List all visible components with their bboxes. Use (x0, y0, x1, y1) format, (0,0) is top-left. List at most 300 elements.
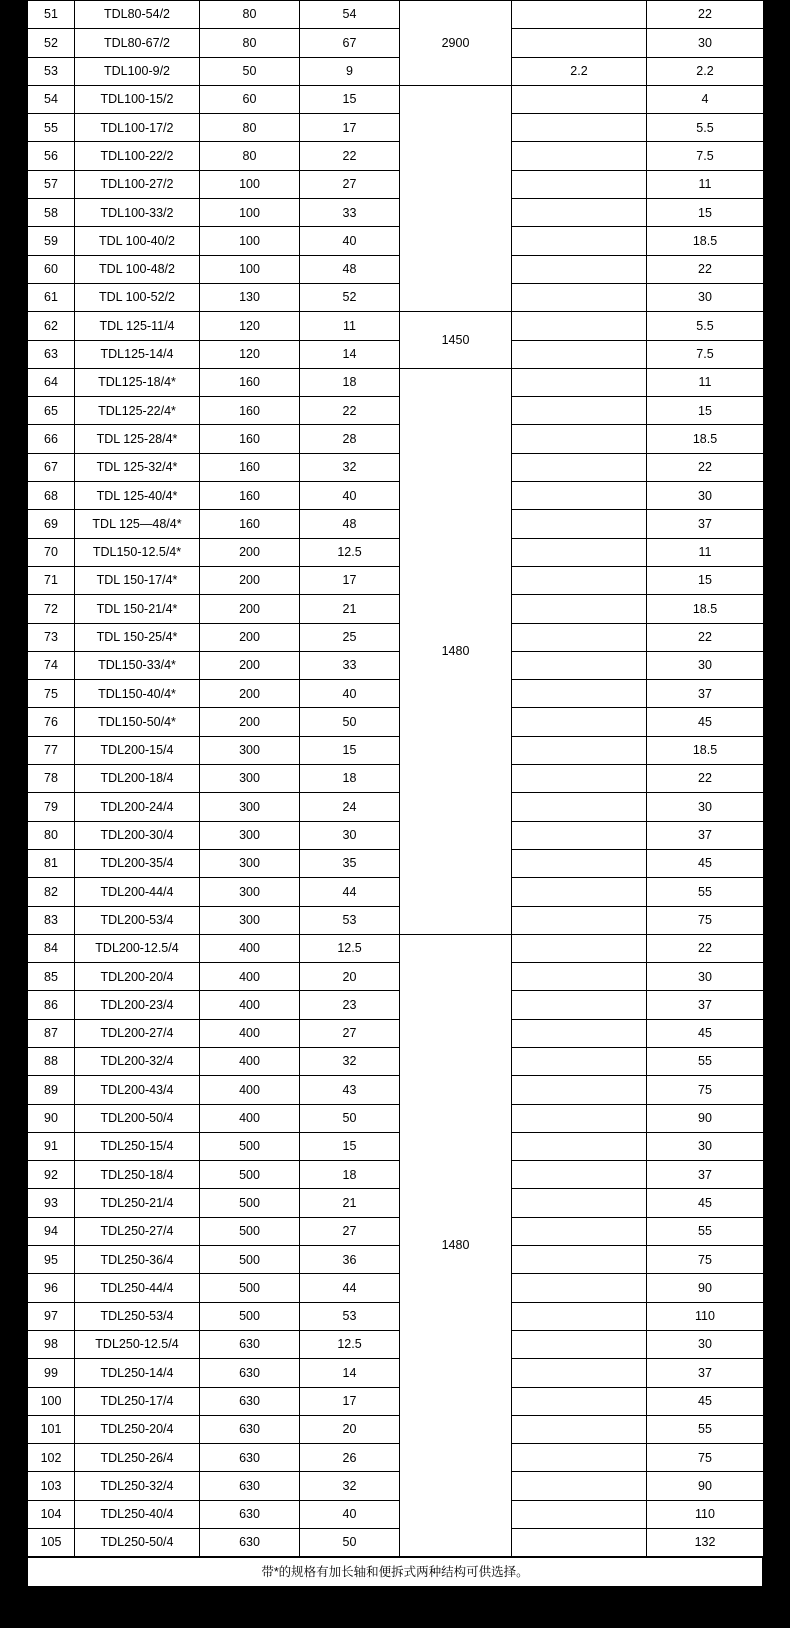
cell-head: 48 (300, 510, 400, 538)
cell-motor-power (512, 1019, 647, 1047)
cell-model: TDL150-40/4* (75, 680, 200, 708)
cell-motor-power (512, 1161, 647, 1189)
cell-flow: 300 (200, 793, 300, 821)
cell-model: TDL 150-21/4* (75, 595, 200, 623)
cell-motor-power (512, 29, 647, 57)
table-row (28, 1444, 764, 1472)
cell-head: 15 (300, 1132, 400, 1160)
cell-model: TDL250-21/4 (75, 1189, 200, 1217)
cell-rated-power: 5.5 (647, 312, 764, 340)
cell-index: 71 (28, 566, 75, 594)
cell-flow: 630 (200, 1500, 300, 1528)
table-row (28, 1246, 764, 1274)
cell-model: TDL200-53/4 (75, 906, 200, 934)
cell-head: 33 (300, 651, 400, 679)
cell-head: 12.5 (300, 1330, 400, 1358)
cell-flow: 630 (200, 1387, 300, 1415)
cell-rated-power: 55 (647, 878, 764, 906)
cell-flow: 200 (200, 680, 300, 708)
cell-model: TDL 125-40/4* (75, 482, 200, 510)
cell-index: 59 (28, 227, 75, 255)
cell-model: TDL150-33/4* (75, 651, 200, 679)
cell-motor-power (512, 312, 647, 340)
cell-motor-power (512, 1217, 647, 1245)
table-row (28, 595, 764, 623)
cell-model: TDL250-27/4 (75, 1217, 200, 1245)
cell-flow: 500 (200, 1189, 300, 1217)
cell-flow: 300 (200, 736, 300, 764)
cell-index: 85 (28, 963, 75, 991)
cell-index: 79 (28, 793, 75, 821)
cell-head: 53 (300, 906, 400, 934)
table-row (28, 1415, 764, 1443)
cell-motor-power (512, 170, 647, 198)
cell-motor-power (512, 651, 647, 679)
table-row (28, 57, 764, 85)
cell-flow: 200 (200, 538, 300, 566)
cell-index: 53 (28, 57, 75, 85)
cell-model: TDL 150-25/4* (75, 623, 200, 651)
table-row (28, 453, 764, 481)
table-row (28, 878, 764, 906)
table-row (28, 227, 764, 255)
cell-rated-power: 75 (647, 1444, 764, 1472)
cell-model: TDL200-18/4 (75, 765, 200, 793)
cell-head: 22 (300, 142, 400, 170)
specification-table (27, 0, 764, 1557)
cell-head: 52 (300, 283, 400, 311)
cell-head: 27 (300, 170, 400, 198)
cell-head: 50 (300, 1104, 400, 1132)
cell-flow: 500 (200, 1246, 300, 1274)
cell-model: TDL200-50/4 (75, 1104, 200, 1132)
cell-index: 78 (28, 765, 75, 793)
footnote-text: 带*的规格有加长轴和便拆式两种结构可供选择。 (28, 1558, 763, 1586)
cell-index: 83 (28, 906, 75, 934)
cell-motor-power (512, 482, 647, 510)
cell-flow: 50 (200, 57, 300, 85)
cell-rated-power: 45 (647, 1189, 764, 1217)
cell-head: 20 (300, 1415, 400, 1443)
cell-speed: 1480 (400, 368, 512, 934)
cell-motor-power (512, 453, 647, 481)
cell-rated-power: 15 (647, 566, 764, 594)
cell-flow: 400 (200, 991, 300, 1019)
cell-flow: 160 (200, 453, 300, 481)
cell-head: 67 (300, 29, 400, 57)
cell-flow: 630 (200, 1330, 300, 1358)
cell-index: 51 (28, 1, 75, 29)
cell-flow: 400 (200, 1104, 300, 1132)
cell-rated-power: 30 (647, 482, 764, 510)
cell-head: 25 (300, 623, 400, 651)
cell-head: 18 (300, 368, 400, 396)
cell-model: TDL250-20/4 (75, 1415, 200, 1443)
table-row (28, 283, 764, 311)
cell-index: 77 (28, 736, 75, 764)
cell-speed (400, 85, 512, 311)
cell-rated-power: 15 (647, 397, 764, 425)
cell-flow: 200 (200, 623, 300, 651)
cell-model: TDL200-20/4 (75, 963, 200, 991)
cell-head: 50 (300, 1529, 400, 1557)
cell-model: TDL250-44/4 (75, 1274, 200, 1302)
cell-model: TDL 100-48/2 (75, 255, 200, 283)
cell-flow: 400 (200, 1019, 300, 1047)
cell-motor-power (512, 906, 647, 934)
cell-flow: 100 (200, 255, 300, 283)
cell-model: TDL200-30/4 (75, 821, 200, 849)
table-row (28, 29, 764, 57)
cell-head: 44 (300, 1274, 400, 1302)
cell-rated-power: 45 (647, 708, 764, 736)
cell-index: 102 (28, 1444, 75, 1472)
cell-head: 30 (300, 821, 400, 849)
cell-model: TDL200-12.5/4 (75, 934, 200, 962)
cell-head: 26 (300, 1444, 400, 1472)
cell-flow: 400 (200, 963, 300, 991)
cell-rated-power: 30 (647, 1132, 764, 1160)
cell-motor-power (512, 397, 647, 425)
cell-flow: 630 (200, 1444, 300, 1472)
cell-motor-power (512, 821, 647, 849)
cell-index: 98 (28, 1330, 75, 1358)
cell-head: 44 (300, 878, 400, 906)
cell-flow: 500 (200, 1274, 300, 1302)
cell-motor-power (512, 595, 647, 623)
cell-model: TDL100-9/2 (75, 57, 200, 85)
cell-head: 50 (300, 708, 400, 736)
table-row (28, 397, 764, 425)
cell-rated-power: 2.2 (647, 57, 764, 85)
cell-model: TDL 125-32/4* (75, 453, 200, 481)
cell-flow: 60 (200, 85, 300, 113)
cell-rated-power: 90 (647, 1104, 764, 1132)
cell-rated-power: 37 (647, 510, 764, 538)
cell-rated-power: 18.5 (647, 595, 764, 623)
cell-rated-power: 75 (647, 906, 764, 934)
cell-flow: 80 (200, 142, 300, 170)
cell-rated-power: 30 (647, 1330, 764, 1358)
table-row (28, 821, 764, 849)
cell-motor-power (512, 199, 647, 227)
cell-model: TDL 125-28/4* (75, 425, 200, 453)
cell-index: 95 (28, 1246, 75, 1274)
cell-motor-power (512, 1444, 647, 1472)
cell-speed: 1450 (400, 312, 512, 369)
cell-motor-power (512, 1500, 647, 1528)
cell-rated-power: 30 (647, 283, 764, 311)
cell-flow: 200 (200, 651, 300, 679)
cell-rated-power: 22 (647, 765, 764, 793)
cell-index: 96 (28, 1274, 75, 1302)
cell-model: TDL100-17/2 (75, 114, 200, 142)
cell-motor-power (512, 283, 647, 311)
cell-model: TDL250-36/4 (75, 1246, 200, 1274)
cell-model: TDL125-18/4* (75, 368, 200, 396)
cell-model: TDL100-15/2 (75, 85, 200, 113)
cell-motor-power (512, 340, 647, 368)
cell-motor-power (512, 85, 647, 113)
cell-head: 18 (300, 765, 400, 793)
cell-motor-power (512, 255, 647, 283)
cell-model: TDL 150-17/4* (75, 566, 200, 594)
cell-index: 93 (28, 1189, 75, 1217)
cell-motor-power (512, 1359, 647, 1387)
cell-rated-power: 30 (647, 963, 764, 991)
cell-rated-power: 22 (647, 453, 764, 481)
cell-rated-power: 132 (647, 1529, 764, 1557)
cell-model: TDL250-17/4 (75, 1387, 200, 1415)
cell-motor-power (512, 1246, 647, 1274)
cell-index: 68 (28, 482, 75, 510)
cell-rated-power: 90 (647, 1274, 764, 1302)
cell-rated-power: 75 (647, 1076, 764, 1104)
table-row (28, 566, 764, 594)
table-row (28, 765, 764, 793)
cell-head: 40 (300, 482, 400, 510)
cell-index: 64 (28, 368, 75, 396)
cell-model: TDL200-23/4 (75, 991, 200, 1019)
cell-index: 61 (28, 283, 75, 311)
cell-head: 40 (300, 1500, 400, 1528)
cell-motor-power (512, 934, 647, 962)
cell-rated-power: 45 (647, 1019, 764, 1047)
cell-index: 87 (28, 1019, 75, 1047)
cell-index: 54 (28, 85, 75, 113)
cell-index: 94 (28, 1217, 75, 1245)
cell-flow: 160 (200, 425, 300, 453)
cell-motor-power (512, 793, 647, 821)
footnote-wrap (27, 1557, 763, 1586)
cell-motor-power (512, 1104, 647, 1132)
cell-rated-power: 55 (647, 1047, 764, 1075)
cell-flow: 500 (200, 1217, 300, 1245)
cell-model: TDL250-50/4 (75, 1529, 200, 1557)
cell-rated-power: 110 (647, 1500, 764, 1528)
cell-head: 11 (300, 312, 400, 340)
cell-head: 22 (300, 397, 400, 425)
cell-motor-power (512, 736, 647, 764)
table-row (28, 1047, 764, 1075)
cell-rated-power: 37 (647, 1161, 764, 1189)
cell-head: 40 (300, 227, 400, 255)
footnote-row (28, 1558, 763, 1586)
table-row (28, 793, 764, 821)
cell-index: 58 (28, 199, 75, 227)
cell-head: 17 (300, 114, 400, 142)
table-row (28, 482, 764, 510)
cell-model: TDL150-50/4* (75, 708, 200, 736)
cell-index: 105 (28, 1529, 75, 1557)
cell-flow: 200 (200, 708, 300, 736)
spec-sheet (27, 0, 763, 1557)
cell-head: 27 (300, 1217, 400, 1245)
cell-head: 36 (300, 1246, 400, 1274)
cell-motor-power (512, 227, 647, 255)
cell-head: 33 (300, 199, 400, 227)
cell-model: TDL250-12.5/4 (75, 1330, 200, 1358)
cell-rated-power: 37 (647, 1359, 764, 1387)
table-row (28, 623, 764, 651)
cell-model: TDL250-14/4 (75, 1359, 200, 1387)
cell-motor-power (512, 1330, 647, 1358)
cell-index: 57 (28, 170, 75, 198)
cell-motor-power (512, 1132, 647, 1160)
cell-index: 72 (28, 595, 75, 623)
cell-head: 40 (300, 680, 400, 708)
table-row (28, 142, 764, 170)
cell-model: TDL100-33/2 (75, 199, 200, 227)
cell-flow: 160 (200, 397, 300, 425)
table-row (28, 680, 764, 708)
cell-index: 56 (28, 142, 75, 170)
cell-motor-power (512, 765, 647, 793)
cell-rated-power: 11 (647, 368, 764, 396)
cell-flow: 300 (200, 906, 300, 934)
cell-rated-power: 11 (647, 170, 764, 198)
cell-head: 12.5 (300, 538, 400, 566)
cell-motor-power (512, 680, 647, 708)
cell-rated-power: 37 (647, 680, 764, 708)
cell-index: 63 (28, 340, 75, 368)
cell-head: 43 (300, 1076, 400, 1104)
cell-head: 24 (300, 793, 400, 821)
cell-head: 32 (300, 453, 400, 481)
cell-motor-power (512, 1302, 647, 1330)
cell-flow: 400 (200, 934, 300, 962)
table-row (28, 906, 764, 934)
cell-rated-power: 5.5 (647, 114, 764, 142)
table-row (28, 1529, 764, 1557)
cell-head: 9 (300, 57, 400, 85)
cell-model: TDL80-67/2 (75, 29, 200, 57)
cell-index: 65 (28, 397, 75, 425)
table-row (28, 1104, 764, 1132)
table-row (28, 1500, 764, 1528)
cell-head: 14 (300, 340, 400, 368)
cell-head: 32 (300, 1047, 400, 1075)
cell-motor-power (512, 425, 647, 453)
table-row (28, 991, 764, 1019)
cell-motor-power (512, 1076, 647, 1104)
cell-flow: 630 (200, 1415, 300, 1443)
cell-index: 60 (28, 255, 75, 283)
cell-flow: 500 (200, 1132, 300, 1160)
cell-index: 90 (28, 1104, 75, 1132)
cell-index: 81 (28, 849, 75, 877)
cell-index: 73 (28, 623, 75, 651)
cell-model: TDL150-12.5/4* (75, 538, 200, 566)
footnote-table (27, 1557, 763, 1586)
cell-index: 84 (28, 934, 75, 962)
cell-flow: 630 (200, 1359, 300, 1387)
table-row (28, 1132, 764, 1160)
cell-motor-power (512, 368, 647, 396)
table-row (28, 340, 764, 368)
table-row (28, 368, 764, 396)
cell-motor-power (512, 142, 647, 170)
cell-motor-power (512, 1529, 647, 1557)
table-row (28, 849, 764, 877)
cell-model: TDL200-44/4 (75, 878, 200, 906)
table-row (28, 651, 764, 679)
cell-index: 62 (28, 312, 75, 340)
cell-rated-power: 7.5 (647, 142, 764, 170)
cell-head: 23 (300, 991, 400, 1019)
cell-flow: 400 (200, 1076, 300, 1104)
cell-motor-power (512, 538, 647, 566)
cell-head: 28 (300, 425, 400, 453)
cell-head: 15 (300, 85, 400, 113)
cell-model: TDL200-24/4 (75, 793, 200, 821)
cell-rated-power: 22 (647, 934, 764, 962)
cell-model: TDL200-35/4 (75, 849, 200, 877)
cell-head: 21 (300, 1189, 400, 1217)
cell-index: 80 (28, 821, 75, 849)
cell-motor-power (512, 849, 647, 877)
table-row (28, 1387, 764, 1415)
cell-index: 86 (28, 991, 75, 1019)
table-row (28, 1019, 764, 1047)
cell-index: 75 (28, 680, 75, 708)
cell-index: 76 (28, 708, 75, 736)
cell-head: 48 (300, 255, 400, 283)
cell-model: TDL250-26/4 (75, 1444, 200, 1472)
cell-model: TDL200-43/4 (75, 1076, 200, 1104)
table-row (28, 114, 764, 142)
table-row (28, 934, 764, 962)
table-row (28, 425, 764, 453)
cell-index: 82 (28, 878, 75, 906)
cell-flow: 300 (200, 765, 300, 793)
cell-index: 74 (28, 651, 75, 679)
cell-model: TDL250-18/4 (75, 1161, 200, 1189)
cell-motor-power (512, 1387, 647, 1415)
cell-flow: 120 (200, 312, 300, 340)
cell-model: TDL 125-11/4 (75, 312, 200, 340)
cell-index: 67 (28, 453, 75, 481)
cell-index: 100 (28, 1387, 75, 1415)
cell-index: 104 (28, 1500, 75, 1528)
cell-head: 32 (300, 1472, 400, 1500)
cell-rated-power: 90 (647, 1472, 764, 1500)
table-row (28, 538, 764, 566)
table-row (28, 1217, 764, 1245)
cell-motor-power (512, 708, 647, 736)
cell-index: 91 (28, 1132, 75, 1160)
table-row (28, 255, 764, 283)
cell-speed: 1480 (400, 934, 512, 1557)
cell-motor-power (512, 1047, 647, 1075)
table-row (28, 1, 764, 29)
cell-rated-power: 11 (647, 538, 764, 566)
cell-motor-power (512, 566, 647, 594)
cell-motor-power (512, 1189, 647, 1217)
table-row (28, 510, 764, 538)
cell-flow: 160 (200, 482, 300, 510)
table-row (28, 708, 764, 736)
cell-model: TDL 100-40/2 (75, 227, 200, 255)
cell-head: 35 (300, 849, 400, 877)
cell-flow: 300 (200, 849, 300, 877)
cell-model: TDL 125—48/4* (75, 510, 200, 538)
cell-model: TDL250-32/4 (75, 1472, 200, 1500)
cell-motor-power (512, 114, 647, 142)
cell-rated-power: 75 (647, 1246, 764, 1274)
cell-motor-power (512, 1472, 647, 1500)
cell-head: 53 (300, 1302, 400, 1330)
